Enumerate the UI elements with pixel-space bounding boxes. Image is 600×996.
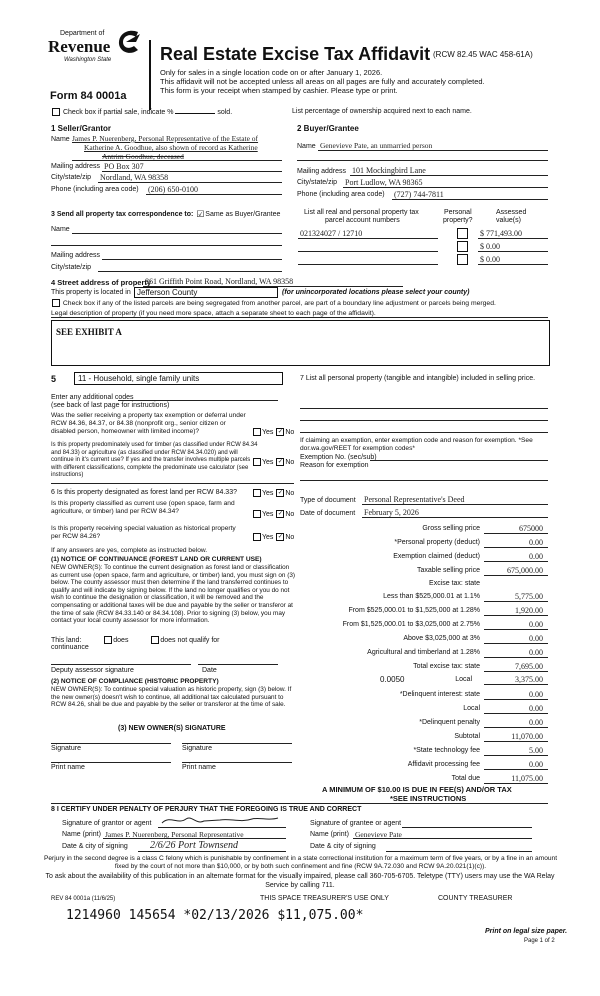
section5-num: 5 <box>51 374 57 384</box>
seller-phone-label: Phone (including area code) <box>51 186 139 193</box>
county-select[interactable]: Jefferson County <box>134 287 278 298</box>
seller-name-label: Name <box>51 136 70 143</box>
state-line: Washington State <box>64 57 112 63</box>
minimum-notice: A MINIMUM OF $10.00 IS DUE IN FEE(S) AND/OR TAX <box>322 785 512 794</box>
seller-mail-label: Mailing address <box>51 163 101 170</box>
header-divider <box>149 40 151 110</box>
current-use-yes-label: Yes <box>262 510 274 518</box>
legal-description: SEE EXHIBIT A <box>56 327 122 337</box>
calc2-value-3: 11,070.00 <box>511 732 543 741</box>
exemption-instructions: If claiming an exemption, enter exemption code and reason for exemption. *See dor.wa.gov/REET for exemption codes* <box>300 437 533 452</box>
personal-property-checkbox-0[interactable] <box>457 228 468 239</box>
does-not-checkbox[interactable] <box>151 636 159 644</box>
this-land-label: This land: <box>51 636 82 644</box>
q1-no-checkbox[interactable]: ✓ <box>277 429 283 435</box>
buyer-heading: 2 Buyer/Grantee <box>297 124 359 133</box>
see-instructions: *SEE INSTRUCTIONS <box>390 794 467 803</box>
dor-logo <box>48 28 148 88</box>
calc2-value-5: 0.00 <box>529 760 543 769</box>
doc-type-label: Type of document <box>300 497 356 504</box>
assessed-value-1: $ 0.00 <box>480 242 500 251</box>
assessed-value-2: $ 0.00 <box>480 255 500 264</box>
additional-codes-label: Enter any additional codes <box>51 394 134 401</box>
parcel-number-0: 021324027 / 12710 <box>300 229 363 238</box>
grantor-signature-icon <box>160 813 280 827</box>
grantee-name-label: Name (print) <box>310 831 349 838</box>
rev-number: REV 84 0001a (11/6/25) <box>51 896 116 902</box>
partial-sold: sold. <box>217 108 233 116</box>
forest-no-label: No <box>285 489 295 497</box>
calc-label-6: From $525,000.01 to $1,525,000 at 1.28% <box>348 607 480 614</box>
accessibility-notice: To ask about the availability of this publication in an alternate format for the visually impaired, please call 360-705-6705. Teletype (TTY) users may use the WA Relay Service by calling 711. <box>45 873 555 889</box>
parcel-head-3: Personal <box>444 209 472 216</box>
calc-label-4: Excise tax: state <box>429 580 480 587</box>
calc-value-9: 0.00 <box>529 648 543 657</box>
calc-value-6: 1,920.00 <box>515 606 543 615</box>
section5-q2: Is this property predominately used for timber (as classified under RCW 84.34 and 84.33) or agriculture (as classified under RCW 84.34.020) and will continue in it's current use? If yes and the transfer involves multiple parcels with different classifications, complete the predominate use calculator (see instructions) <box>51 442 258 478</box>
historic-no-label: No <box>285 533 295 541</box>
same-as-buyer-label: Same as Buyer/Grantee <box>205 211 281 218</box>
parcel-head-6: value(s) <box>496 217 521 224</box>
calc-label-10: Total excise tax: state <box>413 663 480 670</box>
property-address: 861 Griffith Point Road, Nordland, WA 98358 <box>145 277 294 286</box>
calc-label-9: Agricultural and timberland at 1.28% <box>367 649 480 656</box>
grantee-name: Genevieve Pate <box>355 830 402 839</box>
q1-yes-checkbox[interactable] <box>253 428 261 436</box>
local-value: 3,375.00 <box>515 675 543 684</box>
unincorporated-note: (for unincorporated locations please select your county) <box>282 289 470 296</box>
dor-emblem-icon <box>116 28 142 56</box>
historic-yes-checkbox[interactable] <box>253 533 261 541</box>
buyer-mail: 101 Mockingbird Lane <box>352 166 426 175</box>
q2-no-label: No <box>285 458 295 466</box>
segregated-label: Check box if any of the listed parcels are being segregated from another parcel, are part of a boundary line adjustment or parcels being merged. <box>62 299 496 307</box>
calc-label-7: From $1,525,000.01 to $3,025,000 at 2.75% <box>342 621 480 628</box>
calc-value-10: 7,695.00 <box>515 662 543 671</box>
form-title: Real Estate Excise Tax Affidavit <box>160 44 431 64</box>
personal-property-checkbox-2[interactable] <box>457 254 468 265</box>
calc-value-8: 0.00 <box>529 634 543 643</box>
calc2-label-0: *Delinquent interest: state <box>399 691 480 698</box>
calc2-label-1: Local <box>463 705 480 712</box>
exemption-reason-label: Reason for exemption <box>300 462 369 469</box>
calc-label-5: Less than $525,000.01 at 1.1% <box>383 593 480 600</box>
section6-q2-answer <box>252 510 294 518</box>
calc2-value-2: 0.00 <box>529 718 543 727</box>
calc2-label-2: *Delinquent penalty <box>419 719 480 726</box>
calc-value-3: 675,000.00 <box>507 566 543 575</box>
owner-print-label-2: Print name <box>182 764 216 771</box>
section5-q1-answer <box>252 428 294 436</box>
doc-type: Personal Representative's Deed <box>364 495 465 504</box>
section6-q3: Is this property receiving special valuation as historical property per RCW 84.26? <box>51 525 236 540</box>
section5-q2-answer <box>252 458 294 466</box>
section6-q1: 6 Is this property designated as forest land per RCW 84.33? <box>51 489 237 496</box>
notice2-heading: (2) NOTICE OF COMPLIANCE (HISTORIC PROPERTY) <box>51 678 219 685</box>
legal-description-box[interactable] <box>51 320 550 366</box>
section6-q1-answer <box>252 489 294 497</box>
dept-line: Department of <box>60 30 105 37</box>
calc-label-3: Taxable selling price <box>416 567 480 574</box>
current-use-no-checkbox[interactable]: ✓ <box>277 511 283 517</box>
buyer-name-label: Name <box>297 143 316 150</box>
form-number: Form 84 0001a <box>50 90 127 102</box>
county-treasurer: COUNTY TREASURER <box>438 895 513 902</box>
calc-value-0: 675000 <box>519 524 543 533</box>
buyer-city: Port Ludlow, WA 98365 <box>345 178 423 187</box>
notice1-heading: (1) NOTICE OF CONTINUANCE (FOREST LAND OR CURRENT USE) <box>51 556 262 563</box>
partial-sale-row <box>51 108 232 116</box>
calc2-value-6: 11,075.00 <box>511 774 543 783</box>
does-not-label: does not qualify for <box>160 636 220 644</box>
local-label: Local <box>455 676 472 683</box>
forest-yes-checkbox[interactable] <box>253 489 261 497</box>
q1-yes-label: Yes <box>262 428 274 436</box>
forest-yes-label: Yes <box>262 489 274 497</box>
section3-mail-label: Mailing address <box>51 252 101 259</box>
seller-city-label: City/state/zip <box>51 174 92 181</box>
same-as-buyer-checkbox[interactable]: ☑ <box>196 209 205 220</box>
section3-name-label: Name <box>51 226 70 233</box>
calc2-value-4: 5.00 <box>529 746 543 755</box>
land-use-select[interactable]: 11 - Household, single family units <box>74 372 283 385</box>
partial-sale-label: Check box if partial sale, indicate % <box>62 108 174 116</box>
seller-name-3: Antrim Goodhue, deceased <box>102 152 184 161</box>
section7-label: 7 List all personal property (tangible and intangible) included in selling price. <box>300 375 536 382</box>
assessed-value-0: $ 771,493.00 <box>480 229 522 238</box>
current-use-yes-checkbox[interactable] <box>253 510 261 518</box>
legal-size-note: Print on legal size paper. <box>485 928 568 935</box>
parcel-head-1: List all real and personal property tax <box>304 209 419 216</box>
form-citation: (RCW 82.45 WAC 458-61A) <box>433 50 533 59</box>
calc-label-2: Exemption claimed (deduct) <box>393 553 480 560</box>
header-sub1: Only for sales in a single location code on or after January 1, 2026. <box>160 68 383 77</box>
new-owner-sig-heading: (3) NEW OWNER(S) SIGNATURE <box>118 725 226 732</box>
partial-sale-checkbox[interactable] <box>52 108 60 116</box>
buyer-phone: (727) 744-7811 <box>394 190 444 199</box>
perjury-notice: Perjury in the second degree is a class C felony which is punishable by confinement in a state correctional institution for a maximum term of five years, or by a fine in an amount fixed by the court of not more than $10,000, or by both such confinement and fine (RCW 9A.72.030 and RCW 9A.20.021(1)(c)). <box>43 855 558 870</box>
cashier-stamp: 1214960 145654 *02/13/2026 $11,075.00* <box>66 908 364 923</box>
grantor-sig-label: Signature of grantor or agent <box>62 820 152 827</box>
calc-value-2: 0.00 <box>529 552 543 561</box>
located-in-label: This property is located in <box>51 289 131 296</box>
seller-mail: PO Box 307 <box>104 162 144 171</box>
additional-codes-note: (see back of last page for instructions) <box>51 402 170 409</box>
buyer-mail-label: Mailing address <box>297 168 347 175</box>
section3-row <box>51 211 280 218</box>
qualify-row <box>51 636 220 644</box>
calc-label-1: *Personal property (deduct) <box>394 539 480 546</box>
q2-yes-checkbox[interactable] <box>253 458 261 466</box>
grantor-name-label: Name (print) <box>62 831 101 838</box>
section5-q1: Was the seller receiving a property tax exemption or deferral under RCW 84.36, 84.37, or 84.38 (nonprofit org., senior citizen or disabled person, homeowner with limited income)? <box>51 412 246 435</box>
doc-date-label: Date of document <box>300 510 356 517</box>
calc-value-5: 5,775.00 <box>515 592 543 601</box>
section8-label: 8 I CERTIFY UNDER PENALTY OF PERJURY THAT THE FOREGOING IS TRUE AND CORRECT <box>51 806 362 813</box>
parcel-head-5: Assessed <box>496 209 527 216</box>
doc-date: February 5, 2026 <box>364 508 419 517</box>
grantor-name: James P. Nuerenberg, Personal Representative <box>105 830 244 839</box>
section3-label: 3 Send all property tax correspondence to: <box>51 211 194 218</box>
parcel-head-2: parcel account numbers <box>325 217 400 224</box>
header-sub2: This affidavit will not be accepted unless all areas on all pages are fully and accurately completed. <box>160 77 485 86</box>
section4-label: 4 Street address of property <box>51 278 152 287</box>
historic-no-checkbox[interactable]: ✓ <box>277 534 283 540</box>
seller-phone: (206) 650-0100 <box>148 185 198 194</box>
notice2-body: NEW OWNER(S): To continue special valuation as historic property, sign (3) below. If the new owner(s) doesn't wish to continue, all additional tax calculated pursuant to RCW 84.26, shall be due and payable by the seller or transferor at the time of sale. <box>51 686 292 709</box>
personal-property-checkbox-1[interactable] <box>457 241 468 252</box>
deputy-date-label: Date <box>202 667 217 674</box>
owner-signature-label-2: Signature <box>182 745 212 752</box>
owner-print-label-1: Print name <box>51 764 85 771</box>
segregated-row <box>51 299 496 307</box>
q1-no-label: No <box>285 428 295 436</box>
header-sub3: This form is your receipt when stamped by cashier. Please type or print. <box>160 86 398 95</box>
notice1-body: NEW OWNER(S): To continue the current designation as forest land or classification as current use (open space, farm and agriculture, or timber) land, you must sign on (3) below. The county assessor must then determine if the land transferred continues to qualify and will indicate by signing below. If the land no longer qualifies or you do not wish to continue the designation or classification, it will be removed and the compensating or additional taxes will be due and payable by the seller or transferor at the time of sale (RCW 84.33.140 or 84.34.108). Prior to signing (3) below, you may contact your local county assessor for more information. <box>51 564 296 625</box>
q2-no-checkbox[interactable]: ✓ <box>277 459 283 465</box>
calc-value-7: 0.00 <box>529 620 543 629</box>
q2-yes-label: Yes <box>262 458 274 466</box>
current-use-no-label: No <box>285 510 295 518</box>
seller-name-2: Katherine A. Goodhue, also shown of record as Katherine <box>84 143 258 152</box>
deputy-sig-label: Deputy assessor signature <box>51 667 134 674</box>
parcel-head-4: property? <box>443 217 473 224</box>
buyer-city-label: City/state/zip <box>297 179 338 186</box>
calc-label-8: Above $3,025,000 at 3% <box>403 635 480 642</box>
exemption-no-label: Exemption No. (sec/sub) <box>300 454 377 461</box>
calc2-label-6: Total due <box>451 775 480 782</box>
owner-signature-label-1: Signature <box>51 745 81 752</box>
grantor-date-city: 2/6/26 Port Townsend <box>150 840 238 851</box>
buyer-name: Genevieve Pate, an unmarried person <box>320 141 433 150</box>
page-number: Page 1 of 2 <box>524 938 555 944</box>
local-rate: 0.0050 <box>380 675 405 684</box>
calc2-label-5: Affidavit processing fee <box>407 761 480 768</box>
grantee-sig-label: Signature of grantee or agent <box>310 820 402 827</box>
calc2-value-1: 0.00 <box>529 704 543 713</box>
does-label: does <box>113 636 129 644</box>
section3-city-label: City/state/zip <box>51 264 92 271</box>
calc2-value-0: 0.00 <box>529 690 543 699</box>
seller-heading: 1 Seller/Grantor <box>51 124 112 133</box>
calc-label-0: Gross selling price <box>422 525 480 532</box>
seller-name-1: James P. Nuerenberg, Personal Representative of the Estate of <box>72 134 259 143</box>
seller-city: Nordland, WA 98358 <box>100 173 169 182</box>
continuance-label: continuance <box>51 644 89 651</box>
calc2-label-3: Subtotal <box>454 733 480 740</box>
section6-note: If any answers are yes, complete as instructed below. <box>51 547 208 554</box>
grantor-date-label: Date & city of signing <box>62 843 128 850</box>
treasurer-only: THIS SPACE TREASURER'S USE ONLY <box>260 895 389 902</box>
grantee-date-label: Date & city of signing <box>310 843 376 850</box>
revenue-word: Revenue <box>48 37 111 56</box>
calc-value-1: 0.00 <box>529 538 543 547</box>
segregated-checkbox[interactable] <box>52 299 60 307</box>
section6-q3-answer <box>252 533 294 541</box>
historic-yes-label: Yes <box>262 533 274 541</box>
section6-q2: Is this property classified as current use (open space, farm and agriculture, or timber) land per RCW 84.34? <box>51 500 235 515</box>
list-percentage-note: List percentage of ownership acquired next to each name. <box>292 108 472 115</box>
calc2-label-4: *State technology fee <box>413 747 480 754</box>
forest-no-checkbox[interactable]: ✓ <box>277 490 283 496</box>
does-checkbox[interactable] <box>104 636 112 644</box>
legal-desc-label: Legal description of property (if you need more space, attach a separate sheet to each page of the affidavit). <box>51 310 376 317</box>
buyer-phone-label: Phone (including area code) <box>297 191 385 198</box>
